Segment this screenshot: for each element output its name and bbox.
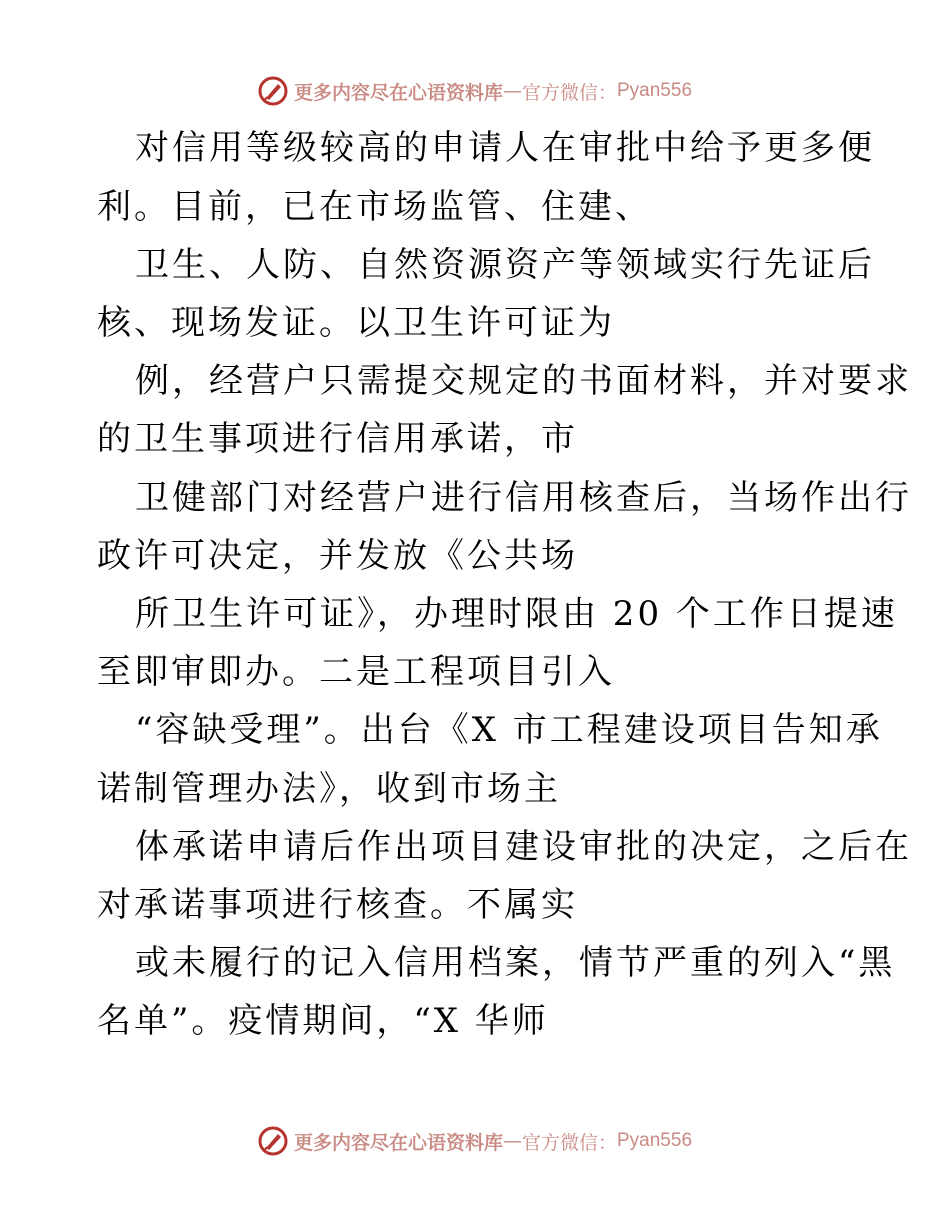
watermark-dash: —	[502, 1130, 522, 1152]
watermark-wechat-id: Pyan556	[617, 1130, 693, 1151]
watermark-wechat-label: 官方微信：	[521, 81, 617, 104]
text-line: 例，经营户只需提交规定的书面材料，并对要求	[135, 361, 912, 401]
text-line: 核、现场发证。以卫生许可证为	[97, 303, 615, 343]
text-line: “容缺受理”。出台《X 市工程建设项目告知承	[135, 710, 883, 750]
text-line: 卫健部门对经营户进行信用核查后，当场作出行	[135, 478, 912, 518]
text-line: 所卫生许可证》，办理时限由 20 个工作日提速	[135, 594, 898, 634]
watermark-site-name: 更多内容尽在心语资料库	[293, 81, 503, 104]
quill-logo-icon	[258, 76, 288, 106]
text-line: 至即审即办。二是工程项目引入	[97, 652, 615, 692]
watermark-site-name: 更多内容尽在心语资料库	[293, 1131, 503, 1154]
footer-watermark	[0, 1124, 950, 1158]
quill-logo-icon	[258, 1126, 288, 1156]
text-line: 或未履行的记入信用档案，情节严重的列入“黑	[135, 943, 896, 983]
watermark-wechat-id: Pyan556	[617, 80, 693, 101]
text-line: 诺制管理办法》，收到市场主	[97, 769, 561, 809]
watermark-wechat-label: 官方微信：	[521, 1131, 617, 1154]
text-line: 对信用等级较高的申请人在审批中给予更多便	[135, 128, 875, 168]
header-watermark	[0, 74, 950, 108]
watermark-dash: —	[502, 80, 522, 102]
text-line: 体承诺申请后作出项目建设审批的决定，之后在	[135, 827, 912, 867]
text-line: 名单”。疫情期间，“X 华师	[97, 1001, 549, 1041]
text-line: 政许可决定，并发放《公共场	[97, 536, 578, 576]
text-line: 的卫生事项进行信用承诺，市	[97, 419, 578, 459]
text-line: 利。目前，已在市场监管、住建、	[97, 187, 652, 227]
text-line: 卫生、人防、自然资源资产等领域实行先证后	[135, 245, 875, 285]
text-line: 对承诺事项进行核查。不属实	[97, 885, 578, 925]
